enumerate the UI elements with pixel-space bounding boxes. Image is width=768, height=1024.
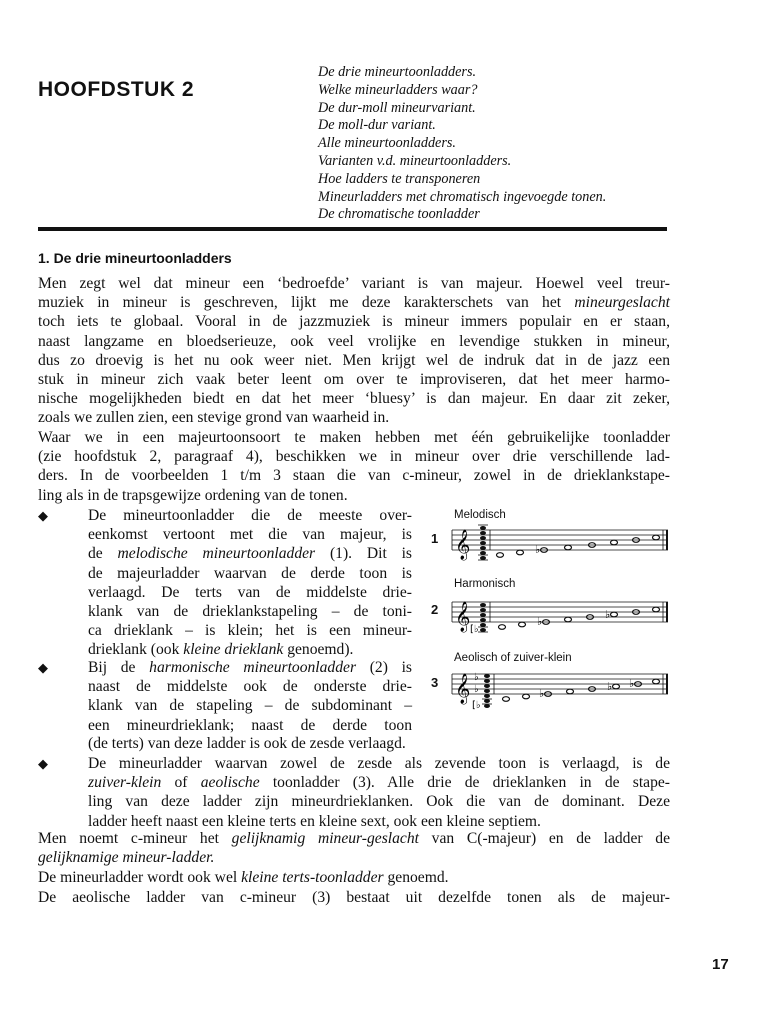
figure-1-label: Melodisch (454, 509, 506, 521)
heading-divider (38, 227, 667, 231)
text-line: Men zegt wel dat mineur een ‘bedroefde’ variant is van majeur. Hoewel veel treur- (38, 275, 670, 292)
text-line: nische mogelijkheden biedt en dat het meer ‘bluesy’ is dan majeur. En daar zit zeker, (38, 390, 670, 408)
staff-aeolisch (448, 666, 672, 710)
bullet-harmonisch (88, 658, 412, 735)
text-line: zoals we zullen zien, een stevige grond van waarheid in. (38, 409, 390, 427)
chapter-title: HOOFDSTUK 2 (38, 78, 195, 101)
text-line: naast langzame en bloedserieuze, ook veel vrolijke en levendige stukken in mineur, (38, 332, 670, 350)
paragraph-gelijknamig (38, 829, 670, 867)
text-line: de melodische mineurtoonladder (1). Dit is (88, 545, 413, 563)
text-line: De mineurladder waarvan zowel de zesde als zevende toon is verlaagd, is de (88, 755, 670, 772)
figure-2-label: Harmonisch (454, 578, 516, 590)
staff-harmonisch (448, 594, 672, 634)
text-line: Men noemt c-mineur het gelijknamig mineur-geslacht van C(-majeur) en de ladder de (38, 830, 671, 847)
text-line: (de terts) van deze ladder is ook de zesde verlaagd. (88, 735, 406, 752)
figure-2-number: 2 (431, 602, 439, 617)
text-line: de majeurladder waarvan de derde toon is (88, 564, 412, 582)
paragraph-ladders (38, 428, 670, 505)
page-number: 17 (712, 956, 729, 973)
text-line: (zie hoofdstuk 2, paragraaf 4), beschikken we in mineur over drie verschillende lad- (38, 448, 670, 466)
svg-text:♭: ♭ (537, 615, 543, 628)
text-line: ling als in de trapsgewijze ordening van de tonen. (38, 486, 348, 504)
text-line: gelijknamige mineur-ladder. (38, 849, 215, 867)
svg-text:♭: ♭ (629, 677, 635, 690)
toc-item: Varianten v.d. mineurtoonladders. (318, 152, 512, 169)
bullet-aeolisch (88, 754, 670, 831)
svg-text:♭: ♭ (535, 543, 541, 556)
paragraph-kleine-terts (38, 868, 670, 887)
toc-item: Welke mineurladders waar? (318, 81, 478, 98)
text-line: De aeolische ladder van c-mineur (3) bestaat uit dezelfde tonen als de majeur- (38, 889, 670, 906)
svg-text:♭: ♭ (474, 684, 479, 695)
text-line: ling van deze ladder zijn mineurdrieklanken. Ook die van de dominant. Deze (88, 793, 670, 811)
text-line: stuk in mineur zich vaak beter leent om over te improviseren, dat het meer harmo- (38, 371, 670, 389)
toc-item: Hoe ladders te transponeren (318, 170, 481, 187)
text-line: ders. In de voorbeelden 1 t/m 3 staan die van c-mineur, zowel in de drieklankstape- (38, 467, 670, 485)
staff-melodisch (448, 522, 672, 562)
text-line: De mineurladder wordt ook wel kleine terts-toonladder genoemd. (38, 869, 449, 886)
text-line: eenkomst vertoont met die van majeur, is (88, 526, 412, 544)
text-line: De mineurtoonladder die de meeste over- (88, 507, 412, 524)
text-line: ladder heeft naast een kleine terts en kleine sext, ook een kleine septiem. (88, 812, 541, 830)
bullet-diamond-icon: ◆ (38, 660, 48, 675)
paragraph-aeolische (38, 888, 670, 907)
figure-3-number: 3 (431, 675, 439, 690)
text-line: ca drieklank – is klein; het is een mineur- (88, 622, 412, 640)
text-line: een mineurdrieklank; naast de derde toon (88, 716, 412, 734)
svg-text:𝄞: 𝄞 (455, 530, 471, 560)
toc-item: De moll-dur variant. (318, 117, 436, 134)
text-line: naast de middelste ook de onderste drie- (88, 678, 412, 696)
svg-text:[♭: [♭ (470, 624, 479, 634)
svg-text:♭: ♭ (605, 608, 611, 621)
svg-text:♭: ♭ (539, 687, 545, 700)
chapter-contents-list (318, 64, 606, 224)
text-line: Bij de harmonische mineurtoonladder (2) is (88, 659, 412, 676)
section-title: 1. De drie mineurtoonladders (38, 250, 232, 266)
text-line: drieklank (ook kleine drieklank genoemd). (88, 641, 354, 659)
text-line: Waar we in een majeurtoonsoort te maken hebben met één gebruikelijke toonladder (38, 429, 670, 446)
svg-text:♭: ♭ (607, 680, 613, 693)
text-line: klank van de stapeling – de subdominant – (88, 697, 412, 715)
text-line: klank van de drieklankstapeling – de toni- (88, 603, 412, 621)
svg-text:[♭: [♭ (472, 700, 481, 710)
text-line: muziek in mineur is geschreven, lijkt me deze karakterschets van het mineurgeslacht (38, 294, 670, 312)
svg-text:♭: ♭ (474, 672, 479, 683)
toc-item: De chromatische toonladder (318, 206, 480, 223)
bullet-diamond-icon: ◆ (38, 756, 48, 771)
toc-item: Alle mineurtoonladders. (318, 135, 456, 152)
figure-1-number: 1 (431, 531, 439, 546)
toc-item: Mineurladders met chromatisch ingevoegde tonen. (318, 188, 607, 205)
toc-item: De drie mineurtoonladders. (318, 64, 477, 80)
figure-3-label: Aeolisch of zuiver-klein (454, 652, 572, 664)
svg-text:𝄞: 𝄞 (455, 602, 471, 632)
bullet-melodisch (88, 506, 412, 660)
paragraph-intro (38, 274, 670, 428)
text-line: toch iets te globaal. Vooral in de jazzmuziek is mineur immers populair en er staan, (38, 313, 670, 331)
text-line: zuiver-klein of aeolische toonladder (3). Alle drie de drieklanken in de stape- (88, 774, 670, 792)
bullet-diamond-icon: ◆ (38, 508, 48, 523)
svg-text:𝄞: 𝄞 (455, 674, 471, 704)
text-line: dus zo droevig is het nu ook weer niet. Men krijgt wel de indruk dat in de jazz een (38, 351, 670, 369)
text-line: verlaagd. De terts van de middelste drie- (88, 583, 412, 601)
toc-item: De dur-moll mineurvariant. (318, 99, 476, 116)
